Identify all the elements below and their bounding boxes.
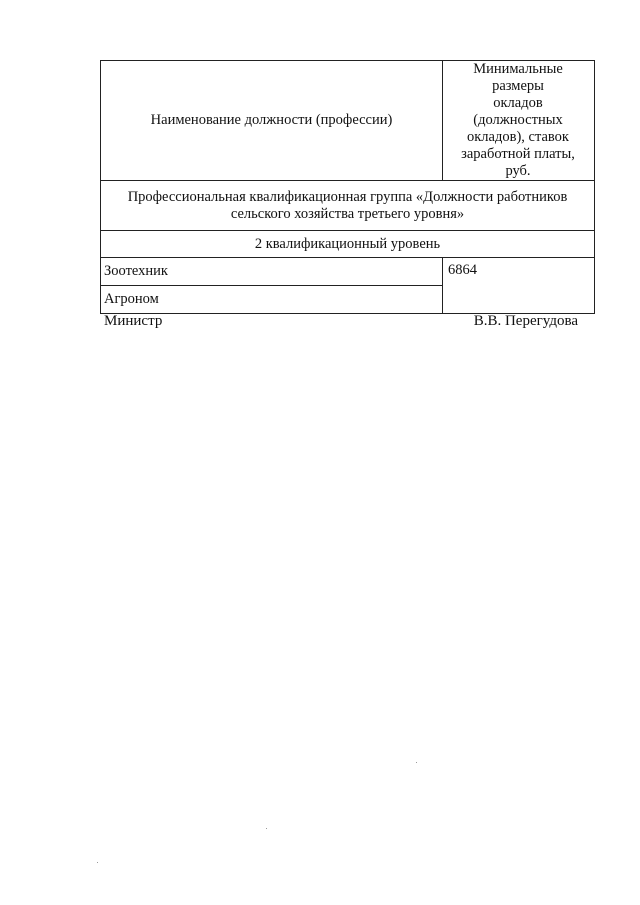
table-row <box>101 258 595 286</box>
salary-table <box>100 60 595 314</box>
position-name: Зоотехник <box>101 258 443 286</box>
header-position-name: Наименование должности (профессии) <box>101 61 443 181</box>
qualification-level: 2 квалификационный уровень <box>101 231 595 258</box>
group-title-line: Профессиональная квалификационная группа «Должности работников <box>127 188 568 205</box>
scan-speck <box>97 862 98 863</box>
group-title-line: сельского хозяйства третьего уровня» <box>230 205 465 222</box>
position-name: Агроном <box>101 286 443 314</box>
header-salary-line: заработной платы, руб. <box>461 146 575 179</box>
signatory-title: Министр <box>104 313 163 329</box>
header-salary-line: окладов (должностных <box>473 95 563 128</box>
header-salary-line: Минимальные размеры <box>473 61 563 94</box>
salary-value: 6864 <box>443 258 595 314</box>
scan-speck <box>416 762 417 763</box>
table-header-row <box>101 61 595 181</box>
qualification-group-row <box>101 181 595 231</box>
header-minimum-salary <box>443 61 595 181</box>
qualification-level-row <box>101 231 595 258</box>
qualification-group-title <box>101 181 595 231</box>
header-salary-line: окладов), ставок <box>467 129 569 145</box>
scan-speck <box>266 828 267 829</box>
signatory-name: В.В. Перегудова <box>473 313 578 329</box>
signature-block <box>104 313 578 330</box>
